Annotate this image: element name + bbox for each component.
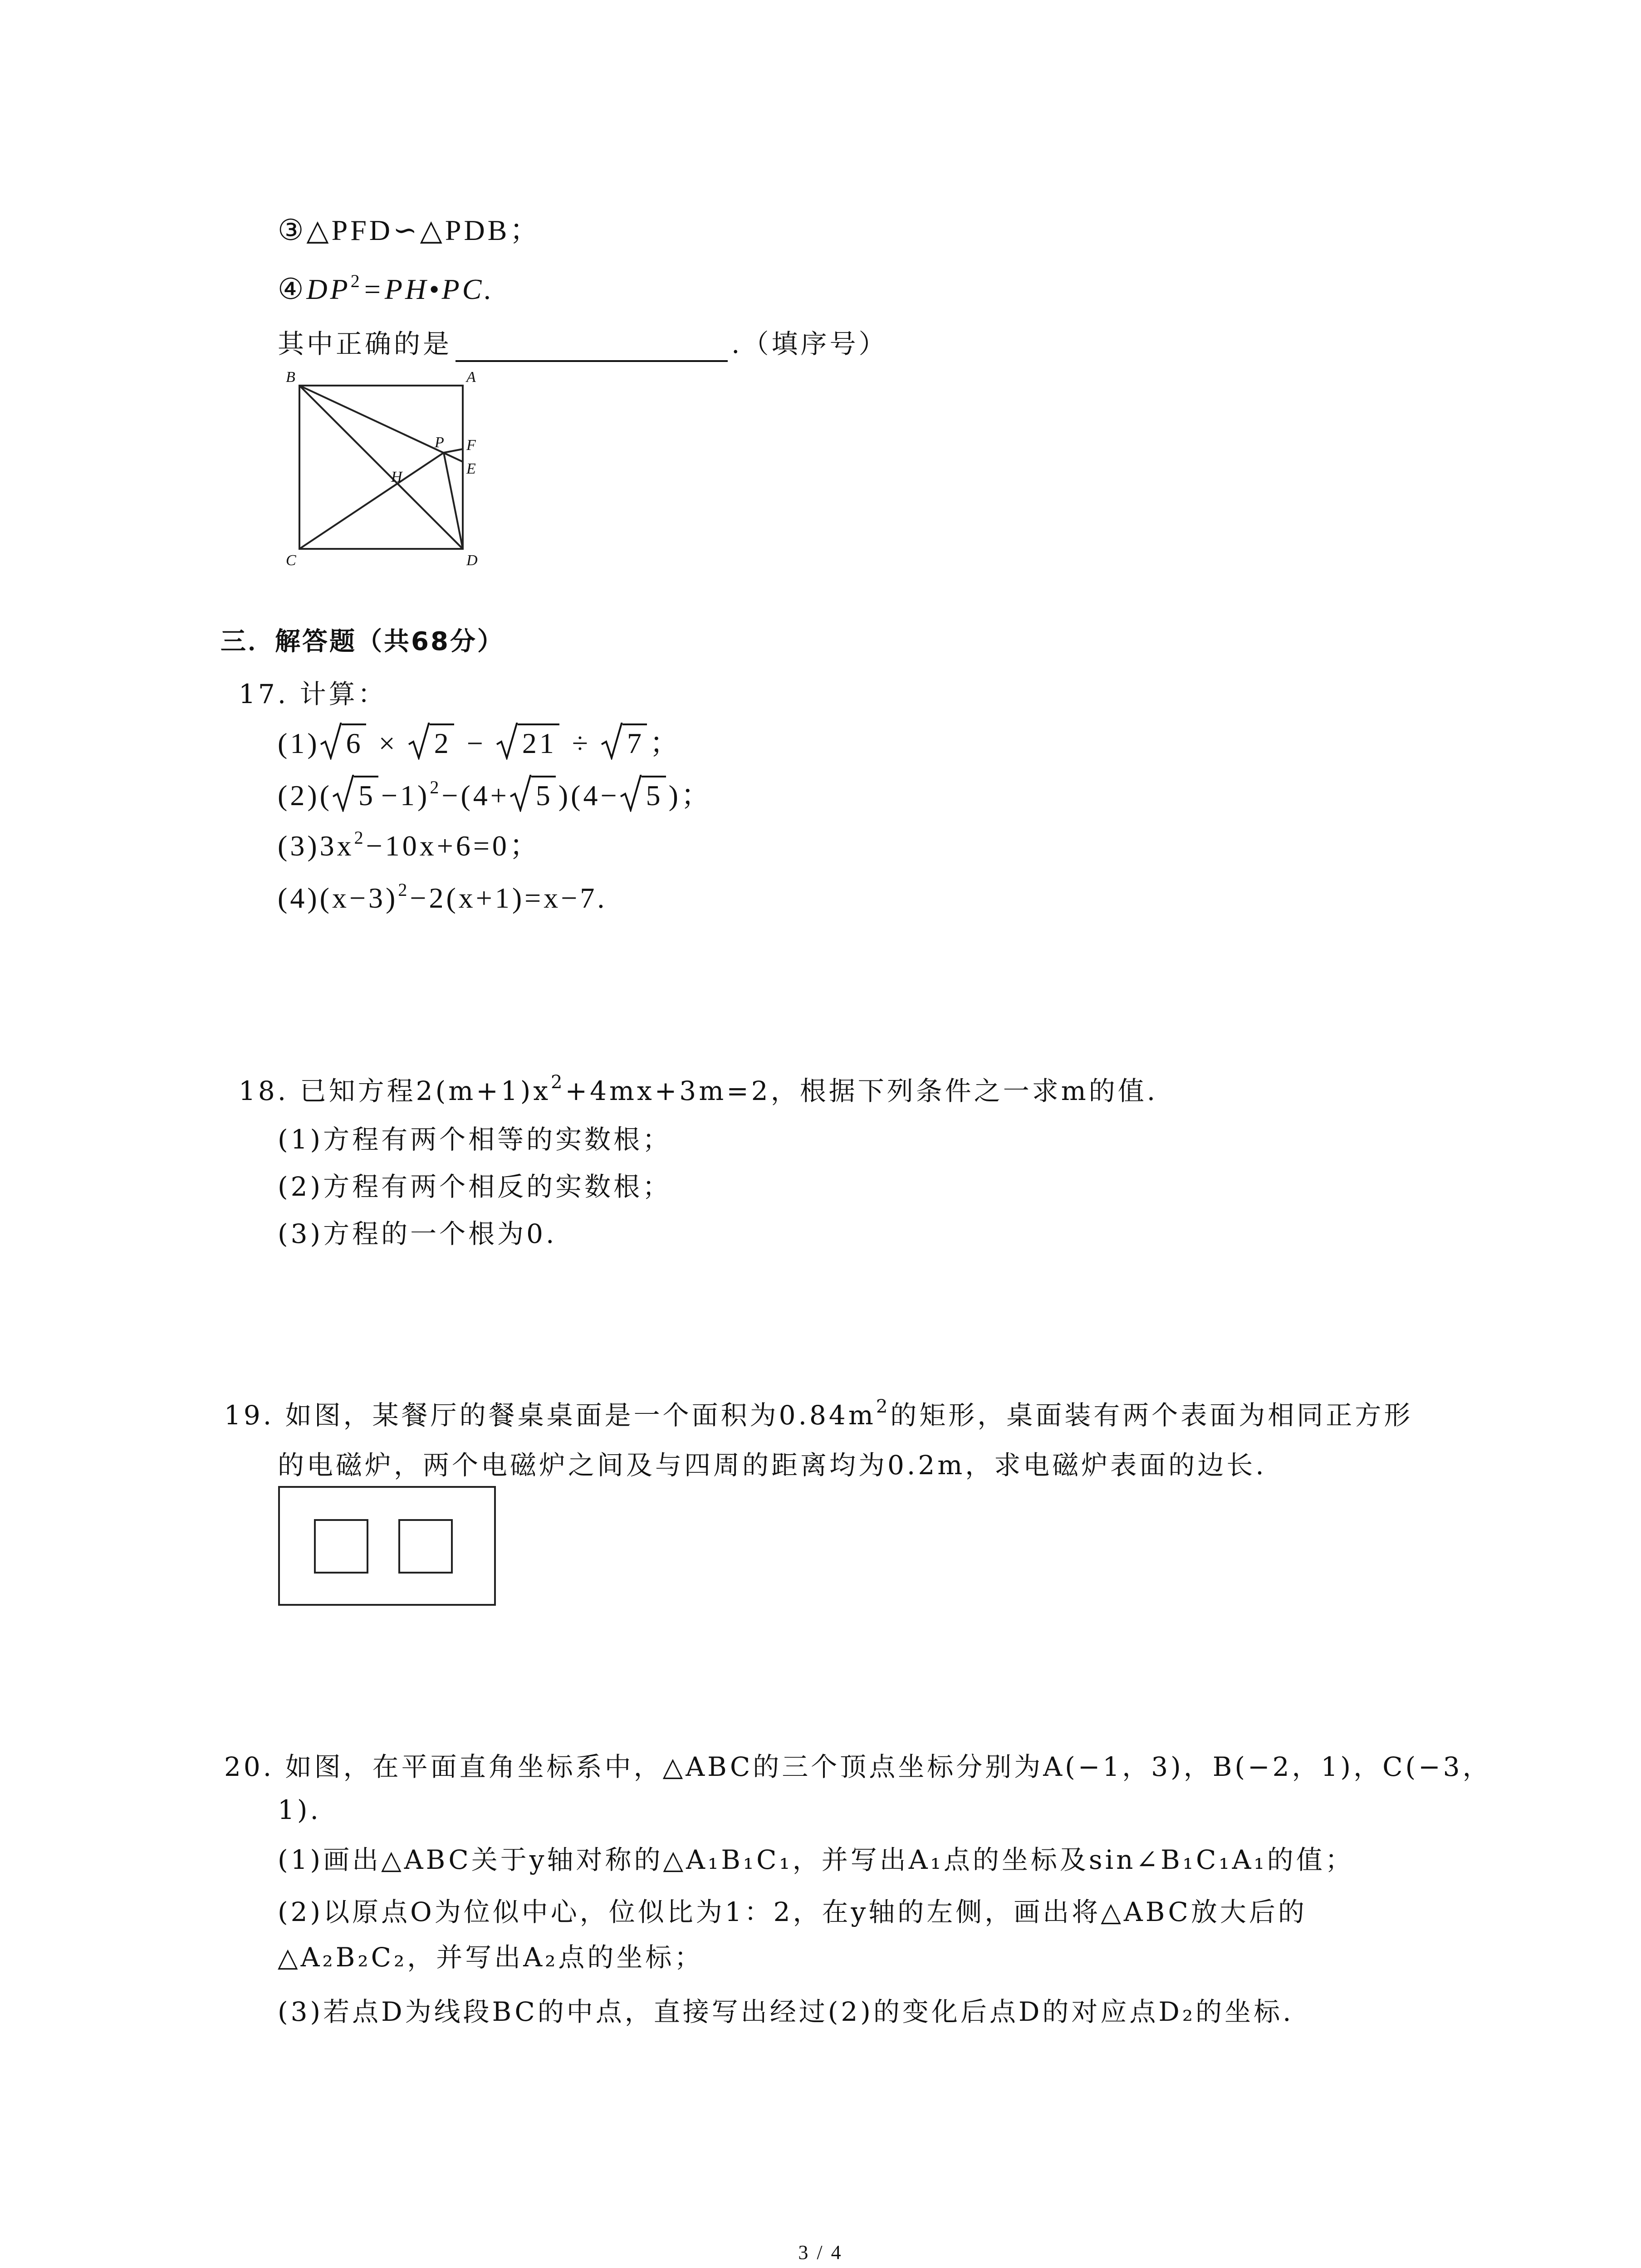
q16-square-figure (272, 363, 490, 572)
radical-sign-icon (408, 721, 430, 760)
label-c: C (286, 552, 296, 569)
radical-sign-icon (620, 773, 642, 812)
q17-p2-mid3: )(4− (558, 779, 620, 811)
q18-part-2: (2)方程有两个相反的实数根； (278, 1171, 672, 1202)
q18-stem-exponent: 2 (551, 1072, 565, 1093)
section-3-heading: 三．解答题（共68分） (220, 627, 505, 656)
q18-part-3: (3)方程的一个根为0. (278, 1218, 557, 1249)
q19-table-figure (278, 1486, 500, 1608)
q17-p2-exponent: 2 (430, 777, 442, 797)
sqrt-5-c-arg: 5 (642, 776, 666, 814)
label-h: H (391, 469, 402, 485)
q17-stem: 17. 计算： (239, 679, 387, 709)
q16-item-4-dp: DP (306, 273, 351, 305)
q18-stem-a: 18. 已知方程2(m+1)x (239, 1075, 551, 1106)
q20-part-1: (1)画出△ABC关于y轴对称的△A₁B₁C₁，并写出A₁点的坐标及sin∠B₁C₁A₁的值； (278, 1844, 1354, 1875)
label-f: F (466, 437, 476, 454)
q16-fill-prefix: 其中正确的是 (278, 328, 452, 359)
q17-p1-end: ； (649, 727, 681, 759)
label-p: P (435, 434, 444, 451)
q16-item-4 (278, 271, 494, 308)
radical-sign-icon (509, 773, 531, 812)
q20-line-1: 20. 如图，在平面直角坐标系中，△ABC的三个顶点坐标分别为A(−1，3)，B(−2，1)，C(−3， (224, 1751, 1492, 1782)
q17-part-3 (278, 828, 541, 864)
segment-p-f (444, 449, 463, 453)
segment-c-p (299, 453, 444, 549)
q16-fill-suffix: .（填序号） (731, 328, 888, 359)
label-a: A (466, 369, 476, 386)
radical-sign-icon (332, 773, 354, 812)
q17-p2-end: )； (668, 779, 713, 811)
q16-item-3-text: ③△PFD∽△PDB； (278, 214, 542, 246)
q19-line-1-b: 的矩形，桌面装有两个表面为相同正方形 (890, 1400, 1413, 1431)
q19-line-1 (224, 1397, 1413, 1433)
q17-part-1 (278, 723, 681, 762)
q17-p3-a: (3)3x (278, 830, 354, 862)
q16-item-4-marker: ④ (278, 273, 307, 305)
q18-stem (239, 1073, 1158, 1109)
sqrt-2-arg: 2 (430, 723, 454, 762)
sqrt-5-b-arg: 5 (531, 776, 556, 814)
q17-p2-mid: −1) (381, 779, 430, 811)
segment-p-d (444, 453, 463, 549)
q16-fill-line (278, 326, 887, 362)
q17-p2-label: (2)( (278, 779, 332, 811)
sqrt-2 (408, 723, 454, 762)
sqrt-6-arg: 6 (342, 723, 366, 762)
q18-stem-b: +4mx+3m=2，根据下列条件之一求m的值. (565, 1075, 1158, 1106)
sqrt-7 (601, 723, 647, 762)
segment-b-d (299, 386, 463, 549)
q20-part-2-line-1: (2)以原点O为位似中心，位似比为1：2，在y轴的左侧，画出将△ABC放大后的 (278, 1897, 1307, 1927)
radical-sign-icon (320, 721, 342, 760)
q20-part-2-line-2: △A₂B₂C₂，并写出A₂点的坐标； (278, 1942, 704, 1973)
radical-sign-icon (601, 721, 622, 760)
q17-p4-a: (4)(x−3) (278, 882, 398, 914)
table-top-rectangle (279, 1487, 495, 1605)
q20-line-2: 1). (278, 1794, 321, 1825)
q16-item-4-rhs: =PH•PC. (362, 273, 495, 305)
label-e: E (466, 460, 476, 477)
q16-item-3 (278, 212, 541, 249)
q19-line-2: 的电磁炉，两个电磁炉之间及与四周的距离均为0.2m，求电磁炉表面的边长. (278, 1450, 1267, 1481)
sqrt-21-arg: 21 (518, 723, 559, 762)
q17-part-2 (278, 776, 713, 814)
q18-part-1: (1)方程有两个相等的实数根； (278, 1124, 672, 1155)
q17-p1-minus: − (456, 727, 496, 759)
sqrt-5-c (620, 776, 666, 814)
induction-cooker-right (399, 1520, 452, 1573)
induction-cooker-left (315, 1520, 367, 1573)
q17-p1-times: × (368, 727, 408, 759)
sqrt-21 (496, 723, 559, 762)
q17-part-4 (278, 880, 607, 916)
q17-p4-exponent: 2 (398, 880, 410, 900)
page-number: 3 / 4 (798, 2241, 843, 2263)
radical-sign-icon (496, 721, 518, 760)
q17-p2-mid2: −(4+ (441, 779, 509, 811)
q20-part-3: (3)若点D为线段BC的中点，直接写出经过(2)的变化后点D的对应点D₂的坐标. (278, 1996, 1294, 2027)
q17-p1-label: (1) (278, 727, 320, 759)
label-b: B (286, 369, 295, 386)
q16-answer-blank[interactable] (456, 333, 728, 362)
sqrt-6 (320, 723, 366, 762)
q19-line-1-exponent: 2 (876, 1396, 891, 1417)
q16-item-4-exponent: 2 (350, 271, 362, 291)
q17-p3-b: −10x+6=0； (366, 830, 541, 862)
q17-p4-b: −2(x+1)=x−7. (410, 882, 607, 914)
q17-p1-div: ÷ (562, 727, 601, 759)
sqrt-5-a (332, 776, 378, 814)
q19-line-1-a: 19. 如图，某餐厅的餐桌桌面是一个面积为0.84m (224, 1400, 876, 1431)
q17-p3-exponent: 2 (354, 827, 366, 848)
sqrt-5-a-arg: 5 (354, 776, 378, 814)
sqrt-5-b (509, 776, 556, 814)
sqrt-7-arg: 7 (622, 723, 647, 762)
label-d: D (466, 552, 478, 569)
